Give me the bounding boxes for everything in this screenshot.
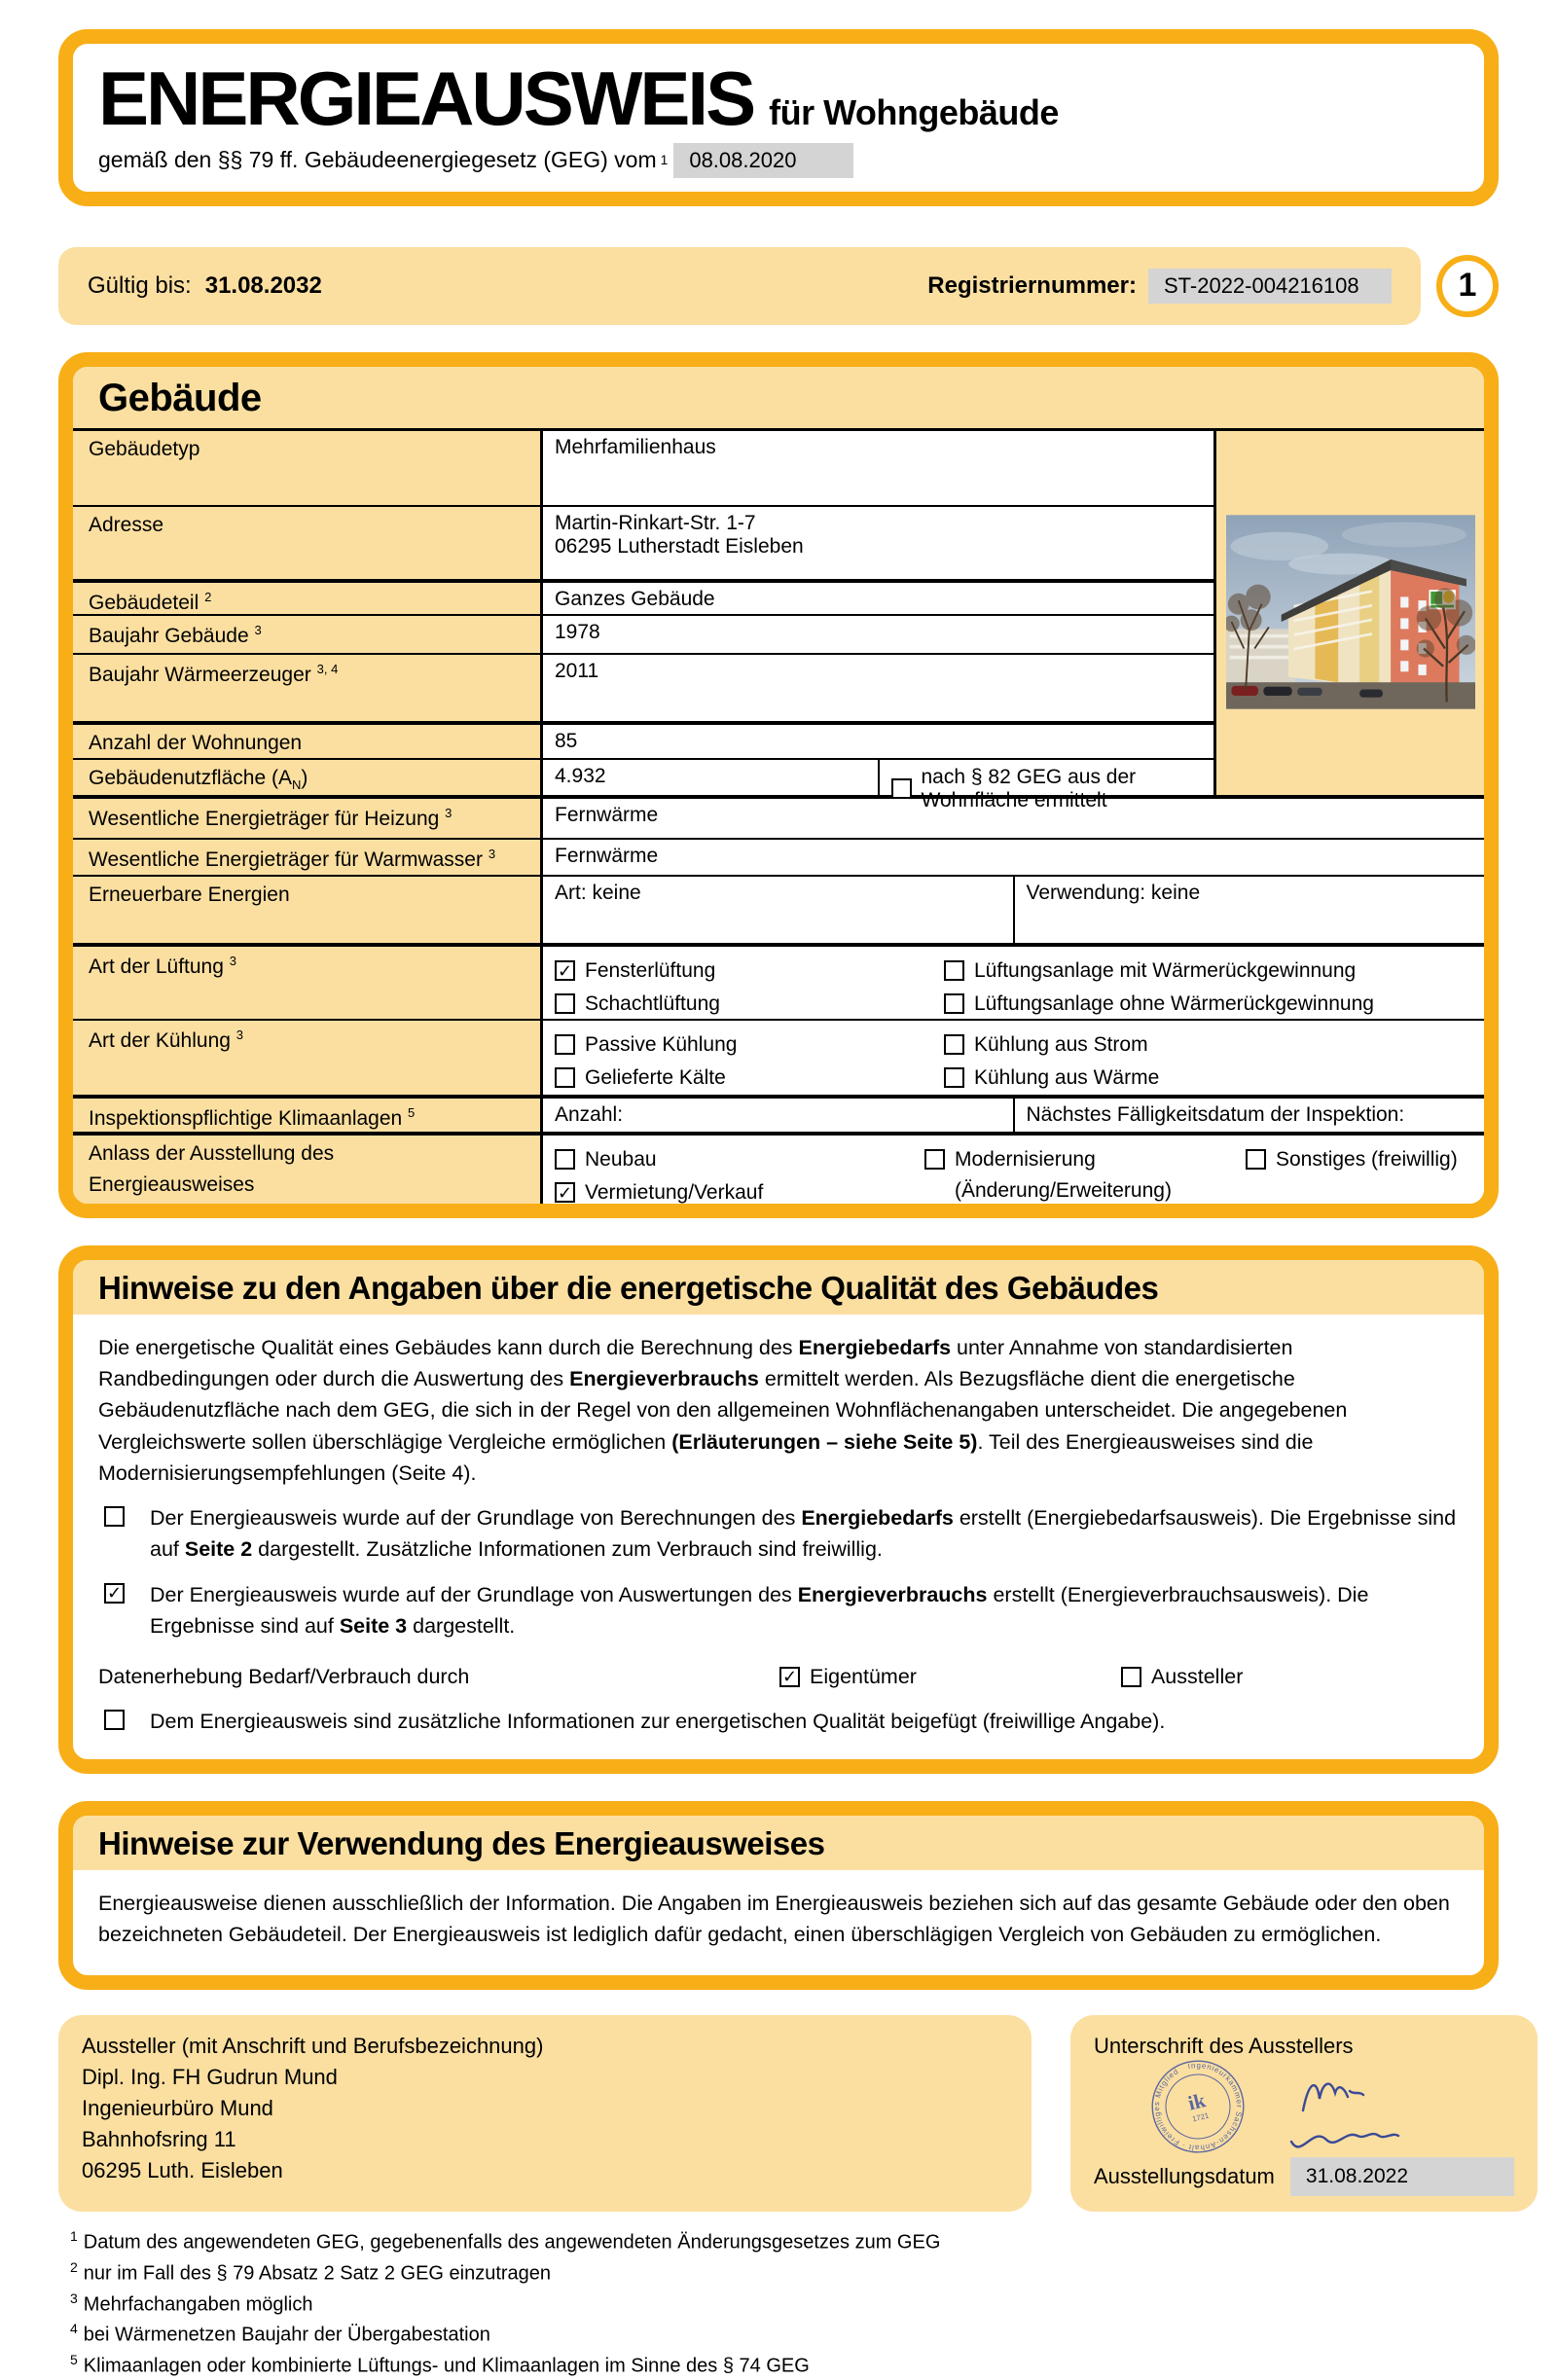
anlass-options xyxy=(540,1136,1484,1204)
checkbox[interactable] xyxy=(1246,1149,1266,1170)
table-row xyxy=(73,758,1213,811)
checkbox-label: Modernisierung xyxy=(955,1147,1096,1171)
row-label: Wesentliche Energieträger für Warmwasser $^3$ xyxy=(73,840,540,875)
row-label: Art der Lüftung $^3$ xyxy=(73,947,540,1019)
checkbox[interactable] xyxy=(1121,1667,1141,1687)
checkbox[interactable] xyxy=(555,1067,575,1088)
quality-hints-title: Hinweise zu den Angaben über die energetische Qualität des Gebäudes xyxy=(98,1269,1159,1306)
issue-date-row xyxy=(1094,2157,1514,2196)
law-text: gemäß den §§ 79 ff. Gebäudeenergiegesetz (GEG) vom xyxy=(98,147,657,173)
svg-text:ik: ik xyxy=(1185,2089,1209,2115)
table-row xyxy=(73,838,1484,875)
checkbox-label: Lüftungsanlage mit Wärmerückgewinnung xyxy=(974,958,1357,982)
valid-until-label: Gültig bis: xyxy=(88,271,192,299)
law-line xyxy=(73,139,1484,178)
issuer-company: Ingenieurbüro Mund xyxy=(82,2095,273,2120)
checkbox[interactable] xyxy=(891,778,912,799)
footnote-marker: 3, 4 xyxy=(316,661,339,676)
row-value: 2011 xyxy=(540,655,1213,721)
issuer-street: Bahnhofsring 11 xyxy=(82,2126,236,2151)
checkbox-label: Kühlung aus Strom xyxy=(974,1032,1148,1056)
bedarf-item xyxy=(98,1502,1459,1566)
usage-text: Energieausweise dienen ausschließlich der Information. Die Angaben im Energieausweis beziehen sich auf das gesamte Gebäude oder den oben bezeichneten Gebäudeteil. Der Energieausweis ist lediglich dafür gedacht, einen überschlägigen Vergleich von Gebäuden zu ermöglichen. xyxy=(98,1891,1450,1946)
checkbox-label: Kühlung aus Wärme xyxy=(974,1065,1160,1089)
building-section xyxy=(58,352,1499,1218)
footnotes xyxy=(58,2227,1499,2379)
table-row xyxy=(73,431,1213,505)
checkbox-label: Schachtlüftung xyxy=(585,992,720,1015)
law-footnote-marker: 1 xyxy=(660,153,669,168)
checkbox-label: Der Energieausweis wurde auf der Grundlage von Auswertungen des Energieverbrauchs erstellt (Energieverbrauchsausweis). Die Ergebnisse sind auf Seite 3 dargestellt. xyxy=(150,1582,1369,1638)
checkbox[interactable]: ✓ xyxy=(779,1667,800,1687)
footnote: $^5$ Klimaanlagen oder kombinierte Lüftungs- und Klimaanlagen im Sinne des § 74 GEG xyxy=(70,2352,810,2377)
row-value: 85 xyxy=(540,725,1213,758)
checkbox-label: Aussteller xyxy=(1150,1665,1244,1689)
row-value: 1978 xyxy=(540,616,1213,653)
page-number-badge: 1 xyxy=(1436,255,1499,317)
table-row xyxy=(73,1095,1484,1132)
row-value: Mehrfamilienhaus xyxy=(540,431,1213,505)
checkbox-label: Passive Kühlung xyxy=(585,1032,738,1056)
validity-bar xyxy=(58,247,1421,325)
klimaanlagen-anzahl: Anzahl: xyxy=(540,1099,1013,1132)
row-label: Gebäudetyp xyxy=(73,431,540,505)
checkbox[interactable] xyxy=(944,960,964,981)
cooling-options xyxy=(540,1021,1484,1095)
validity-row xyxy=(58,247,1499,325)
checkbox-sublabel: (Änderung/Erweiterung) xyxy=(955,1178,1172,1202)
svg-text:Ingenieurkammer Sachsen-Anhalt: Ingenieurkammer Sachsen-Anhalt · Freiwilliges Mitglied xyxy=(1152,2061,1244,2152)
checkbox[interactable]: ✓ xyxy=(555,1182,575,1203)
issuer-box xyxy=(58,2015,1032,2212)
checkbox[interactable] xyxy=(555,1034,575,1055)
checkbox-label: nach § 82 GEG aus der Wohnfläche ermittelt xyxy=(921,765,1137,811)
row-value: Fernwärme xyxy=(540,840,1484,875)
quality-hints-section xyxy=(58,1245,1499,1774)
title-row xyxy=(73,54,1484,139)
issuer-name: Dipl. Ing. FH Gudrun Mund xyxy=(82,2065,338,2090)
checkbox[interactable]: ✓ xyxy=(555,960,575,981)
table-row xyxy=(73,721,1213,758)
checkbox[interactable] xyxy=(944,993,964,1014)
address-line2: 06295 Lutherstadt Eisleben xyxy=(555,534,804,558)
renewables-verwendung: Verwendung: keine xyxy=(1013,877,1485,943)
table-row xyxy=(73,653,1213,721)
issue-date-label: Ausstellungsdatum xyxy=(1094,2164,1275,2189)
checkbox-label: Neubau xyxy=(585,1147,657,1171)
registration-label: Registriernummer: xyxy=(927,271,1137,299)
quality-hints-header xyxy=(73,1260,1484,1315)
checkbox-label: Dem Energieausweis sind zusätzliche Informationen zur energetischen Qualität beigefügt (freiwillige Angabe). xyxy=(150,1710,1166,1734)
signature-label: Unterschrift des Ausstellers xyxy=(1094,2034,1354,2059)
table-row xyxy=(73,875,1484,943)
table-row xyxy=(73,579,1213,614)
issuer-city: 06295 Luth. Eisleben xyxy=(82,2157,283,2182)
footnote: $^4$ bei Wärmenetzen Baujahr der Übergabestation xyxy=(70,2321,490,2347)
building-section-header xyxy=(73,367,1484,428)
checkbox[interactable] xyxy=(555,1149,575,1170)
table-row xyxy=(73,1019,1484,1095)
table-row xyxy=(73,614,1213,653)
quality-hints-body xyxy=(73,1315,1484,1759)
geg-date-field[interactable]: 08.08.2020 xyxy=(673,143,853,178)
row-label: Adresse xyxy=(73,507,540,579)
table-row xyxy=(73,943,1484,1019)
checkbox[interactable] xyxy=(555,993,575,1014)
datenerhebung-label: Datenerhebung Bedarf/Verbrauch durch xyxy=(98,1665,470,1689)
footnote-marker: 3 xyxy=(445,805,453,820)
valid-until-date: 31.08.2032 xyxy=(204,271,322,299)
row-label: Baujahr Wärmeerzeuger $^{3, 4}$ xyxy=(73,655,540,721)
checkbox-label: Gelieferte Kälte xyxy=(585,1065,726,1089)
footnote: $^3$ Mehrfachangaben möglich xyxy=(70,2290,313,2316)
row-value: Ganzes Gebäude xyxy=(540,583,1213,614)
issuer-heading: Aussteller (mit Anschrift und Berufsbezeichnung) xyxy=(82,2034,544,2059)
klimaanlagen-faelligkeit: Nächstes Fälligkeitsdatum der Inspektion: xyxy=(1013,1099,1485,1132)
signature-area xyxy=(1094,2062,1514,2155)
address-line1: Martin-Rinkart-Str. 1-7 xyxy=(555,511,756,534)
checkbox-label: Lüftungsanlage ohne Wärmerückgewinnung xyxy=(974,992,1374,1015)
row-label: Anlass der Ausstellung des Energieausweises xyxy=(73,1136,540,1204)
usage-hints-title: Hinweise zur Verwendung des Energieausweises xyxy=(98,1824,825,1861)
building-table-group-photo xyxy=(73,431,1484,811)
issue-date-field[interactable]: 31.08.2022 xyxy=(1290,2157,1514,2196)
row-value xyxy=(540,507,1213,579)
usage-hints-header xyxy=(73,1816,1484,1870)
building-photo-cell xyxy=(1213,431,1484,795)
row-value: Fernwärme xyxy=(540,799,1484,838)
zusatz-item xyxy=(98,1706,1459,1737)
checkbox[interactable] xyxy=(924,1149,945,1170)
checkbox-label: Sonstiges (freiwillig) xyxy=(1276,1147,1458,1171)
header-box xyxy=(58,29,1499,206)
signature xyxy=(1274,2066,1449,2163)
footnote-marker: 5 xyxy=(408,1104,416,1120)
checkbox[interactable] xyxy=(944,1034,964,1055)
renewables-art: Art: keine xyxy=(540,877,1013,943)
building-table xyxy=(73,428,1484,1204)
checkbox[interactable] xyxy=(944,1067,964,1088)
checkbox-label: Fensterlüftung xyxy=(585,958,716,982)
ingenieurkammer-stamp xyxy=(1137,2045,1259,2168)
page-title: ENERGIEAUSWEIS xyxy=(98,55,754,141)
row-label: Inspektionspflichtige Klimaanlagen $^5$ xyxy=(73,1099,540,1132)
row-value: 4.932 xyxy=(540,760,878,795)
ventilation-options xyxy=(540,947,1484,1019)
footnote-marker: 3 xyxy=(488,846,496,861)
table-row xyxy=(73,1132,1484,1204)
footnote-marker: 3 xyxy=(235,1027,244,1042)
row-label: Anzahl der Wohnungen xyxy=(73,725,540,758)
row-label: Erneuerbare Energien xyxy=(73,877,540,943)
row-label: Baujahr Gebäude $^3$ xyxy=(73,616,540,653)
footnote-marker: 3 xyxy=(254,622,262,637)
checkbox-label: Der Energieausweis wurde auf der Grundlage von Berechnungen des Energiebedarfs erstellt (Energiebedarfsausweis). Die Ergebnisse sind auf Seite 2 dargestellt. Zusätzliche Informationen zum Verbrauch sind freiwillig. xyxy=(150,1506,1457,1562)
quality-intro: Die energetische Qualität eines Gebäudes kann durch die Berechnung des Energiebedarfs unter Annahme von standardisierten Randbedingungen oder durch die Auswertung des Energieverbrauchs ermittelt werden. Als Bezugsfläche dient die energetische Gebäudenutzfläche nach dem GEG, die sich in der Regel von den allgemeinen Wohnflächenangaben unterscheidet. Die angegebenen Vergleichswerte sollen überschlägige Vergleiche ermöglichen (Erläuterungen – siehe Seite 5). Teil des Energieausweises sind die Modernisierungsempfehlungen (Seite 4). xyxy=(98,1335,1348,1485)
footnote-marker: 3 xyxy=(229,953,237,968)
datenerhebung-row xyxy=(98,1661,1459,1692)
svg-text:1721: 1721 xyxy=(1191,2110,1211,2124)
issuer-row xyxy=(58,2015,1499,2212)
checkbox[interactable]: ✓ xyxy=(104,1583,125,1604)
usage-hints-section xyxy=(58,1801,1499,1991)
registration-number-field[interactable]: ST-2022-004216108 xyxy=(1148,269,1392,304)
verbrauch-item xyxy=(98,1579,1459,1642)
row-label: Wesentliche Energieträger für Heizung $^3$ xyxy=(73,799,540,838)
table-row xyxy=(73,505,1213,579)
building-table-group-full xyxy=(73,799,1484,1204)
footnote-marker: 2 xyxy=(204,589,212,604)
table-row xyxy=(73,799,1484,838)
row-label: Art der Kühlung $^3$ xyxy=(73,1021,540,1095)
wohnflaeche-option xyxy=(878,760,1214,811)
footnote: $^2$ nur im Fall des § 79 Absatz 2 Satz 2 GEG einzutragen xyxy=(70,2259,552,2285)
checkbox-label: Vermietung/Verkauf xyxy=(585,1180,764,1204)
building-section-title: Gebäude xyxy=(98,376,262,419)
building-photo xyxy=(1226,515,1475,709)
signature-box xyxy=(1070,2015,1538,2212)
page-subtitle: für Wohngebäude xyxy=(769,92,1059,132)
checkbox[interactable] xyxy=(104,1506,125,1527)
checkbox-label: Eigentümer xyxy=(810,1665,917,1689)
checkbox[interactable] xyxy=(104,1710,125,1730)
row-label: Gebäudeteil $^2$ xyxy=(73,583,540,614)
row-label: Gebäudenutzfläche $(A_N)$ xyxy=(73,760,540,795)
footnote: $^1$ Datum des angewendeten GEG, gegebenenfalls des angewendeten Änderungsgesetzes zum GEG xyxy=(70,2228,941,2254)
usage-hints-body xyxy=(73,1870,1484,1976)
